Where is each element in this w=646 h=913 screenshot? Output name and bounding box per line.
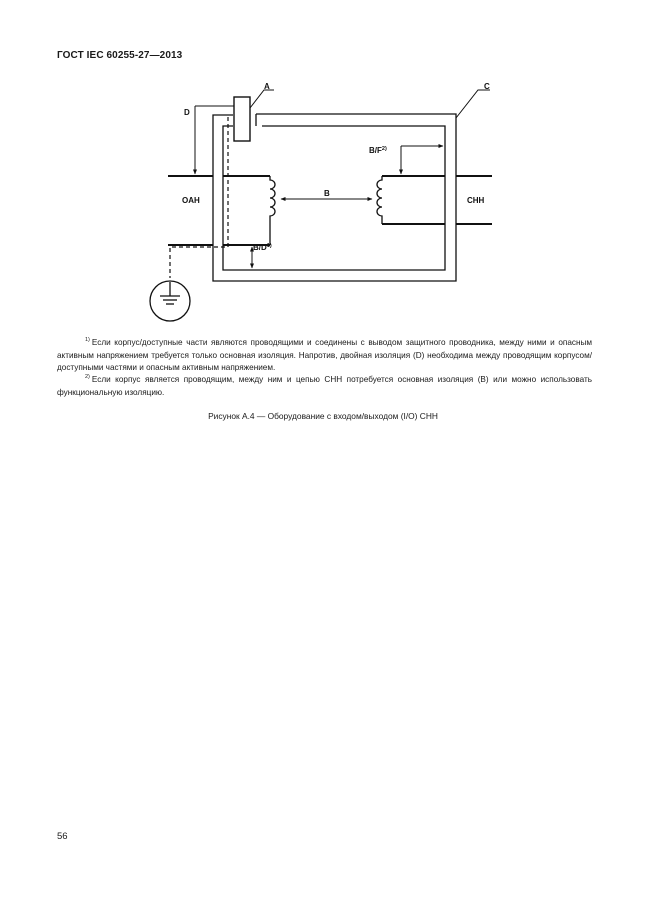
footnote-1 — [57, 337, 592, 375]
right-winding — [377, 176, 382, 224]
footnote-1-text: Если корпус/доступные части являются проводящими и соединены с выводом защитного проводника, между ними и опасным активным напряжением требуется только основная изоляция. Напротив, двойная изоляция (D) необходима между проводящим корпусом/доступными частями и опасным активным напряжением. — [57, 338, 592, 372]
label-oah: OAH — [182, 196, 200, 205]
label-chh: CHH — [467, 196, 485, 205]
label-a: A — [264, 82, 270, 91]
label-bd: $B/D^{1)}$ — [253, 243, 272, 252]
insulation-bf-arrow — [401, 146, 443, 174]
footnote-2-marker: 2) — [85, 374, 90, 381]
label-c: C — [484, 82, 490, 91]
footnote-2 — [57, 374, 592, 399]
label-d: D — [184, 108, 190, 117]
document-header: ГОСТ IEC 60255-27—2013 — [57, 50, 183, 61]
page-number: 56 — [57, 831, 68, 842]
footnote-2-text: Если корпус является проводящим, между ним и цепью СНН потребуется основная изоляция (В) или можно использовать функциональную изоляцию. — [57, 375, 592, 397]
figure-caption: Рисунок А.4 — Оборудование с входом/выходом (I/O) СНН — [208, 411, 438, 421]
label-c-leader — [456, 90, 490, 118]
terminal-block-a — [234, 97, 250, 141]
label-bf: $B/F^{2)}$ — [369, 146, 387, 155]
left-winding — [270, 176, 275, 245]
label-b: B — [324, 189, 330, 198]
earth-icon — [150, 281, 190, 321]
left-line-pair — [168, 176, 270, 245]
footnote-1-marker: 1) — [85, 337, 90, 344]
label-a-leader — [250, 90, 274, 108]
